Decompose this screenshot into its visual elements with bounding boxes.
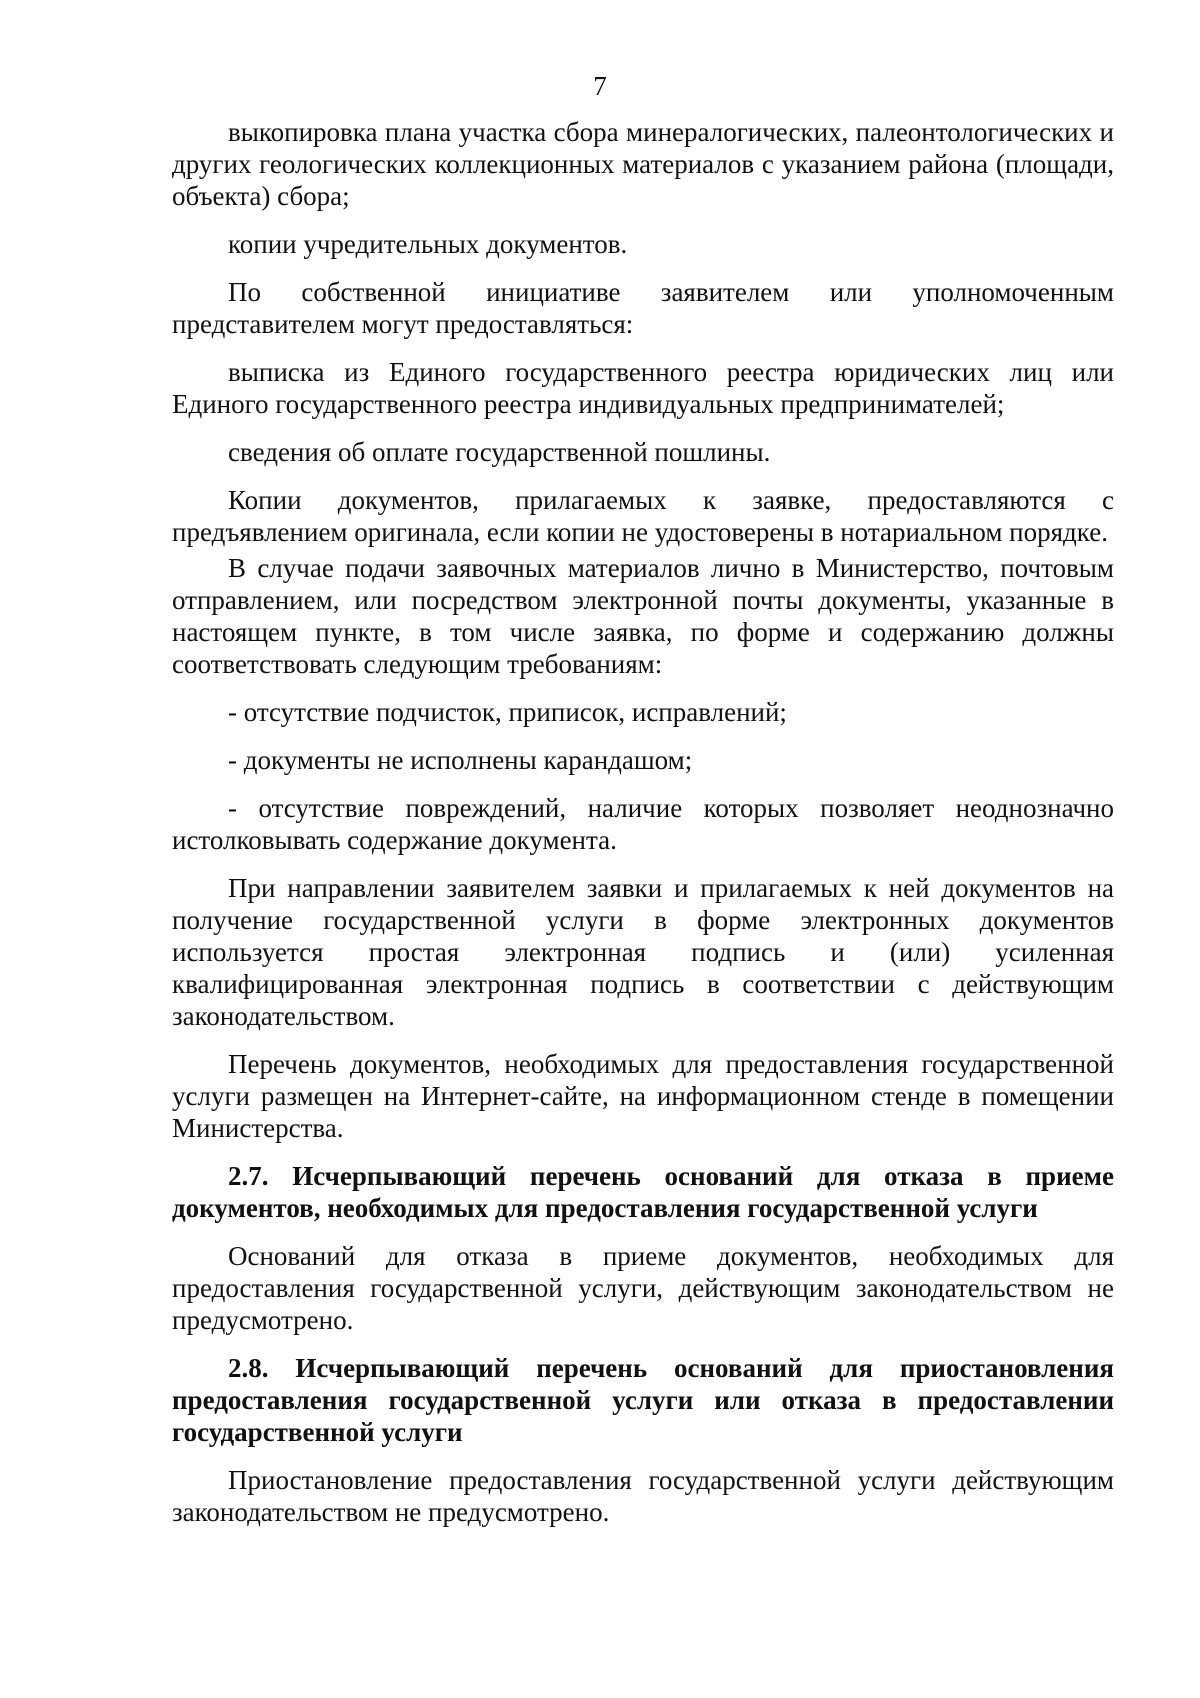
paragraph-no-refusal-grounds: Оснований для отказа в приеме документов, необходимых для предоставления государственной услуги, действующим законодательством не предусмотрено. <box>172 1241 1114 1335</box>
paragraph-fee-payment: сведения об оплате государственной пошлины. <box>228 437 771 467</box>
list-item-no-erasures: - отсутствие подчисток, приписок, исправлений; <box>228 697 787 727</box>
list-item-no-pencil: - документы не исполнены карандашом; <box>228 745 693 775</box>
paragraph-electronic-signature: При направлении заявителем заявки и прилагаемых к ней документов на получение государственной услуги в форме электронных документов используется простая электронная подпись и (или) усиленная квалифицированная электронная подпись в соответствии с действующим законодательством. <box>172 873 1114 1031</box>
paragraph-founding-docs: копии учредительных документов. <box>228 229 628 259</box>
paragraph-submission-requirements: В случае подачи заявочных материалов лично в Министерство, почтовым отправлением, или посредством электронной почты документы, указанные в настоящем пункте, в том числе заявка, по форме и содержанию должны соответствовать следующим требованиям: <box>172 553 1114 679</box>
page-number: 7 <box>593 71 607 101</box>
paragraph-registry-extract: выписка из Единого государственного реестра юридических лиц или Единого государственного реестра индивидуальных предпринимателей; <box>172 357 1114 419</box>
paragraph-extract-plan: выкопировка плана участка сбора минералогических, палеонтологических и других геологических коллекционных материалов с указанием района (площади, объекта) сбора; <box>172 117 1114 211</box>
document-body <box>172 116 1114 1544</box>
section-heading-2-8: 2.8. Исчерпывающий перечень оснований для приостановления предоставления государственной услуги или отказа в предоставлении государственной услуги <box>172 1353 1114 1447</box>
list-item-no-damage: - отсутствие повреждений, наличие которых позволяет неоднозначно истолковывать содержание документа. <box>172 793 1114 855</box>
paragraph-document-list-location: Перечень документов, необходимых для предоставления государственной услуги размещен на Интернет-сайте, на информационном стенде в помещении Министерства. <box>172 1049 1114 1143</box>
paragraph-no-suspension: Приостановление предоставления государственной услуги действующим законодательством не предусмотрено. <box>172 1465 1114 1527</box>
section-heading-2-7: 2.7. Исчерпывающий перечень оснований для отказа в приеме документов, необходимых для предоставления государственной услуги <box>172 1161 1114 1223</box>
paragraph-own-initiative: По собственной инициативе заявителем или уполномоченным представителем могут предоставляться: <box>172 277 1114 339</box>
paragraph-document-copies: Копии документов, прилагаемых к заявке, предоставляются с предъявлением оригинала, если копии не удостоверены в нотариальном порядке. <box>172 485 1114 547</box>
